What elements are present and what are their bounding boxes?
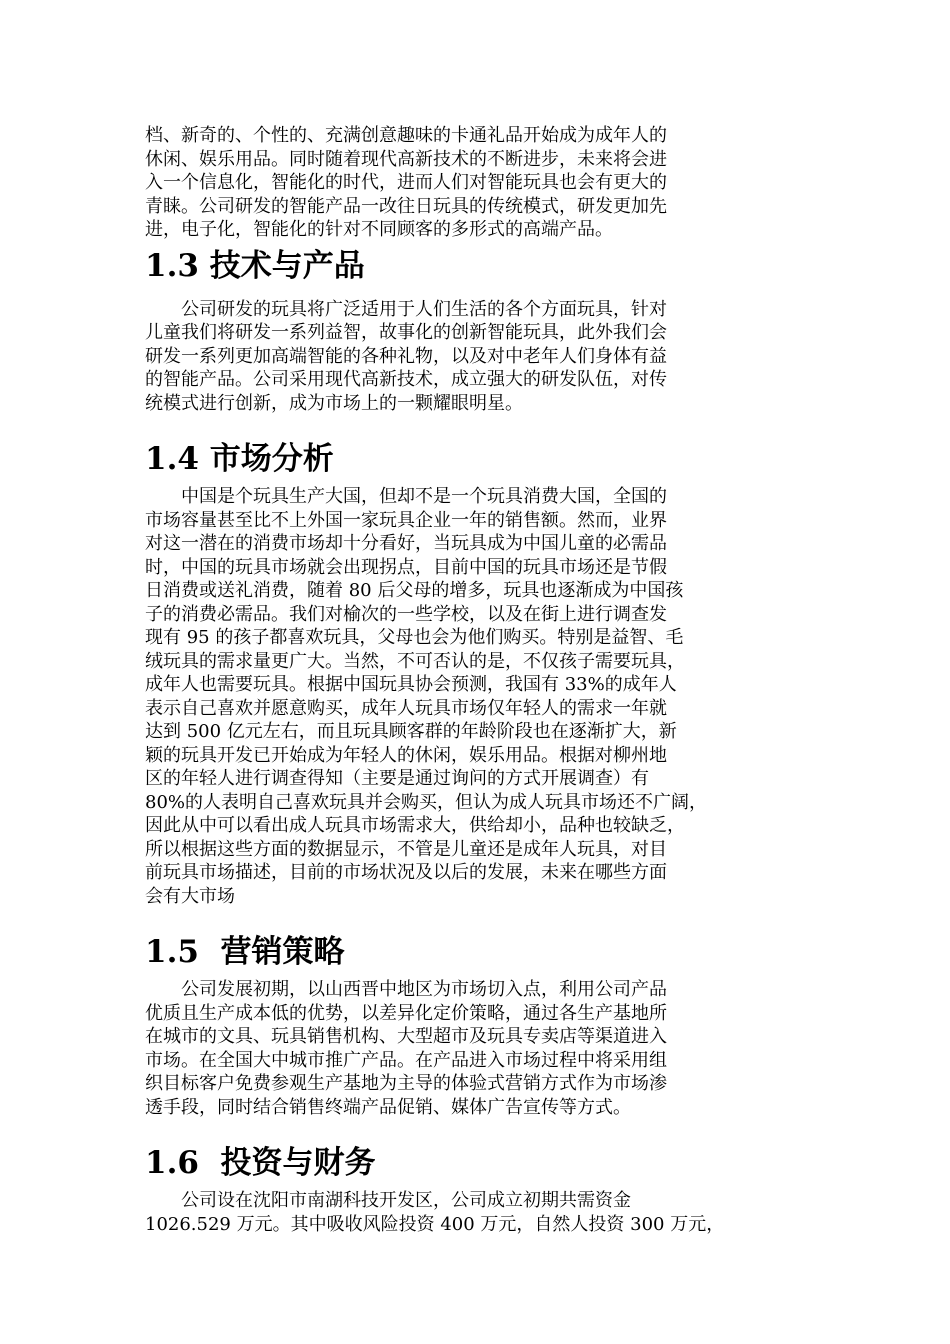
text-line: 现有 95 的孩子都喜欢玩具，父母也会为他们购买。特别是益智、毛 bbox=[145, 627, 684, 648]
section-paragraph-1-6 bbox=[145, 1189, 813, 1236]
section-heading-1-6: 1.6 投资与财务 bbox=[145, 1145, 376, 1181]
text-line: 1026.529 万元。其中吸收风险投资 400 万元，自然人投资 300 万元， bbox=[145, 1213, 725, 1235]
document-body bbox=[145, 124, 813, 1236]
intro-paragraph bbox=[145, 124, 813, 242]
text-line: 透手段，同时结合销售终端产品促销、媒体广告宣传等方式。 bbox=[145, 1096, 631, 1118]
text-line: 青睐。公司研发的智能产品一改往日玩具的传统模式，研发更加先 bbox=[145, 195, 667, 217]
text-line: 儿童我们将研发一系列益智，故事化的创新智能玩具，此外我们会 bbox=[145, 322, 667, 343]
text-line: 对这一潜在的消费市场却十分看好，当玩具成为中国儿童的必需品 bbox=[145, 533, 667, 554]
text-line: 中国是个玩具生产大国，但却不是一个玩具消费大国，全国的 bbox=[145, 486, 667, 507]
text-line: 研发一系列更加高端智能的各种礼物，以及对中老年人们身体有益 bbox=[145, 345, 667, 367]
text-line: 前玩具市场描述，目前的市场状况及以后的发展，未来在哪些方面 bbox=[145, 862, 667, 883]
text-line: 时，中国的玩具市场就会出现拐点，目前中国的玩具市场还是节假 bbox=[145, 556, 667, 578]
text-line: 公司研发的玩具将广泛适用于人们生活的各个方面玩具，针对 bbox=[145, 298, 667, 320]
section-paragraph-1-4 bbox=[145, 485, 813, 908]
text-line: 的智能产品。公司采用现代高新技术，成立强大的研发队伍，对传 bbox=[145, 369, 667, 390]
text-line: 会有大市场 bbox=[145, 885, 235, 907]
text-line: 公司发展初期，以山西晋中地区为市场切入点，利用公司产品 bbox=[145, 979, 667, 1000]
text-line: 表示自己喜欢并愿意购买，成年人玩具市场仅年轻人的需求一年就 bbox=[145, 697, 667, 719]
text-line: 市场容量甚至比不上外国一家玩具企业一年的销售额。然而，业界 bbox=[145, 509, 667, 531]
text-line: 统模式进行创新，成为市场上的一颗耀眼明星。 bbox=[145, 392, 523, 414]
text-line: 进，电子化，智能化的针对不同顾客的多形式的高端产品。 bbox=[145, 219, 613, 240]
text-line: 档、新奇的、个性的、充满创意趣味的卡通礼品开始成为成年人的 bbox=[145, 125, 667, 146]
text-line: 区的年轻人进行调查得知（主要是通过询问的方式开展调查）有 bbox=[145, 768, 649, 789]
text-line: 休闲、娱乐用品。同时随着现代高新技术的不断进步，未来将会进 bbox=[145, 148, 667, 170]
text-line: 公司设在沈阳市南湖科技开发区，公司成立初期共需资金 bbox=[145, 1190, 631, 1211]
section-heading-1-4: 1.4 市场分析 bbox=[145, 441, 334, 477]
section-paragraph-1-5 bbox=[145, 978, 813, 1119]
text-line: 因此从中可以看出成人玩具市场需求大，供给却小，品种也较缺乏， bbox=[145, 815, 685, 836]
text-line: 日消费或送礼消费，随着 80 后父母的增多，玩具也逐渐成为中国孩 bbox=[145, 580, 684, 601]
text-line: 所以根据这些方面的数据显示，不管是儿童还是成年人玩具，对目 bbox=[145, 838, 667, 860]
text-line: 织目标客户免费参观生产基地为主导的体验式营销方式作为市场渗 bbox=[145, 1073, 667, 1094]
text-line: 颖的玩具开发已开始成为年轻人的休闲，娱乐用品。根据对柳州地 bbox=[145, 744, 667, 766]
text-line: 绒玩具的需求量更广大。当然，不可否认的是，不仅孩子需要玩具， bbox=[145, 650, 685, 672]
text-line: 子的消费必需品。我们对榆次的一些学校，以及在街上进行调查发 bbox=[145, 603, 667, 625]
section-heading-1-5: 1.5 营销策略 bbox=[145, 934, 345, 970]
text-line: 成年人也需要玩具。根据中国玩具协会预测，我国有 33%的成年人 bbox=[145, 674, 677, 695]
section-paragraph-1-3 bbox=[145, 298, 813, 416]
section-heading-1-3: 1.3 技术与产品 bbox=[145, 247, 365, 284]
text-line: 优质且生产成本低的优势，以差异化定价策略，通过各生产基地所 bbox=[145, 1002, 667, 1024]
text-line: 80%的人表明自己喜欢玩具并会购买，但认为成人玩具市场还不广阔， bbox=[145, 791, 708, 813]
text-line: 入一个信息化，智能化的时代，进而人们对智能玩具也会有更大的 bbox=[145, 172, 667, 193]
text-line: 市场。在全国大中城市推广产品。在产品进入市场过程中将采用组 bbox=[145, 1049, 667, 1071]
text-line: 在城市的文具、玩具销售机构、大型超市及玩具专卖店等渠道进入 bbox=[145, 1026, 667, 1047]
text-line: 达到 500 亿元左右，而且玩具顾客群的年龄阶段也在逐渐扩大，新 bbox=[145, 721, 677, 742]
